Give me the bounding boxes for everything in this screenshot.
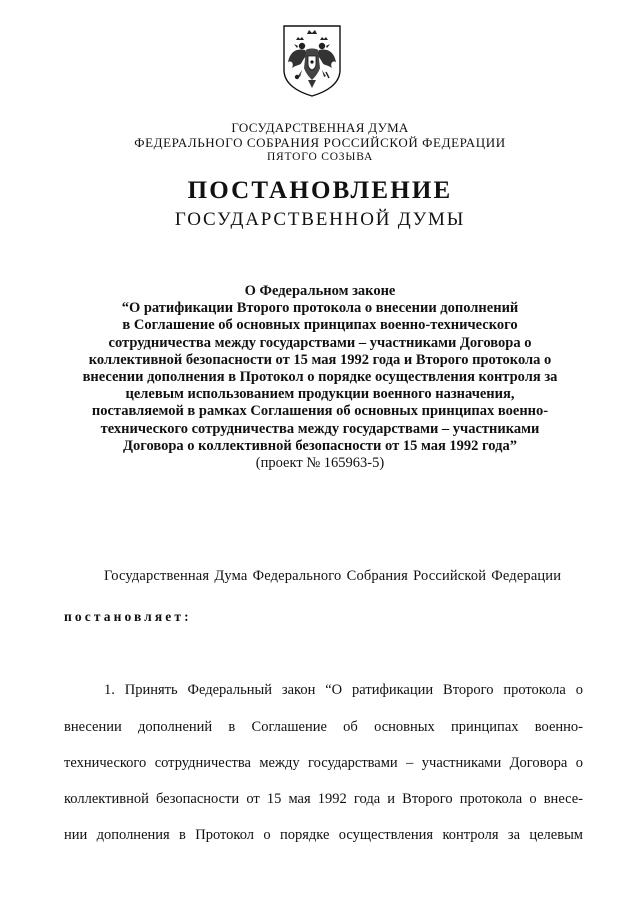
subject-line: технического сотрудничества между государствами – участниками [100, 420, 540, 437]
paragraph-line: коллективной безопасности от 15 мая 1992 года и Второго протокола о внесе- [64, 791, 583, 807]
paragraph-line: 1. Принять Федеральный закон “О ратификации Второго протокола о [104, 682, 583, 698]
paragraph-line: внесении дополнений в Соглашение об основных принципах военно- [64, 719, 583, 735]
coat-of-arms-emblem [278, 22, 346, 98]
subject-line: целевым использованием продукции военного назначения, [125, 386, 515, 403]
decree-word: постановляет: [64, 609, 192, 624]
subject-block [60, 283, 580, 472]
paragraph-line: технического сотрудничества между государствами – участниками Договора о [64, 755, 583, 771]
subject-line: коллективной безопасности от 15 мая 1992 года и Второго протокола о [88, 351, 552, 368]
subject-line: “О ратификации Второго протокола о внесении дополнений [121, 300, 519, 317]
subject-line: сотрудничества между государствами – участниками Договора о [108, 334, 532, 351]
org-line-1: ГОСУДАРСТВЕННАЯ ДУМА [231, 120, 409, 135]
subject-line: О Федеральном законе [244, 283, 396, 299]
document-type-title: ПОСТАНОВЛЕНИЕ [187, 177, 453, 204]
subject-line: Договора о коллективной безопасности от 15 мая 1992 года” [123, 437, 517, 454]
convocation-line: ПЯТОГО СОЗЫВА [266, 151, 374, 163]
issuer-title: ГОСУДАРСТВЕННОЙ ДУМЫ [174, 209, 466, 230]
org-line-2: ФЕДЕРАЛЬНОГО СОБРАНИЯ РОССИЙСКОЙ ФЕДЕРАЦИИ [134, 135, 506, 150]
subject-line: поставляемой в рамках Соглашения об основных принципах военно- [91, 403, 549, 420]
preamble: Государственная Дума Федерального Собрания Российской Федерации [104, 568, 562, 584]
subject-line: в Соглашение об основных принципах военно-технического [122, 317, 518, 334]
project-number: (проект № 165963-5) [255, 455, 385, 472]
subject-line: внесении дополнения в Протокол о порядке осуществления контроля за [82, 369, 558, 386]
paragraph-line: нии дополнения в Протокол о порядке осуществления контроля за целевым [64, 827, 583, 843]
